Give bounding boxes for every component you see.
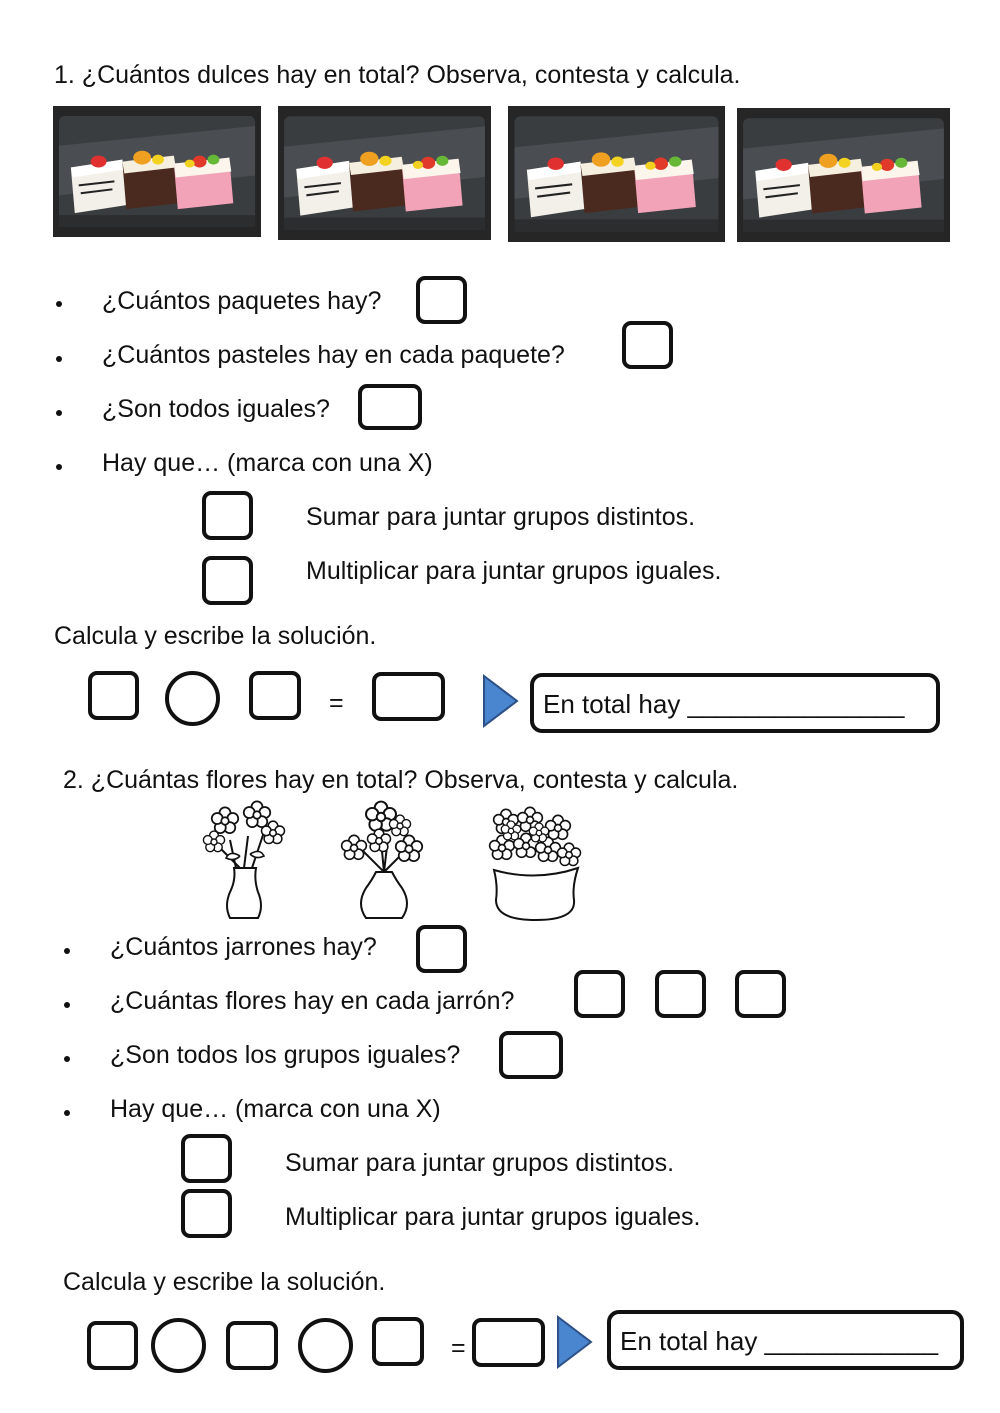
answer-sentence: En total hay _______________ — [543, 689, 905, 719]
operator-circle-1[interactable] — [165, 671, 220, 726]
arrow-right-icon — [482, 673, 520, 729]
checkbox-multiply[interactable] — [202, 556, 253, 605]
answer-box-packages[interactable] — [416, 276, 467, 324]
checkbox-sum-2[interactable] — [181, 1134, 232, 1183]
vase-with-flowers-2 — [336, 800, 432, 922]
option-multiply-2: Multiplicar para juntar grupos iguales. — [285, 1203, 701, 1231]
bullet-icon — [64, 1002, 70, 1008]
cake-package-photo-2 — [278, 106, 491, 240]
answer-box-cakes-per-package[interactable] — [622, 321, 673, 369]
operator-circle-2[interactable] — [151, 1318, 206, 1373]
bullet-icon — [56, 301, 62, 307]
question-vases: ¿Cuántos jarrones hay? — [110, 933, 377, 961]
checkbox-multiply-2[interactable] — [181, 1189, 232, 1238]
cake-package-photo-1 — [53, 106, 261, 237]
cake-package-photo-4 — [737, 108, 950, 242]
exercise-2-title: 2. ¿Cuántas flores hay en total? Observa, contesta y calcula. — [63, 766, 739, 794]
question-all-equal: ¿Son todos iguales? — [102, 395, 330, 423]
equation-result-box[interactable] — [372, 672, 445, 721]
answer-box-vase-2[interactable] — [655, 970, 706, 1018]
cake-package-photo-3 — [508, 106, 725, 242]
calc-label-1: Calcula y escribe la solución. — [54, 622, 377, 650]
equation-result-box-2[interactable] — [472, 1318, 545, 1367]
question-operation-2: Hay que… (marca con una X) — [110, 1095, 441, 1123]
vase-with-flowers-3 — [486, 804, 586, 924]
answer-sentence-box-2[interactable] — [607, 1310, 964, 1370]
option-multiply: Multiplicar para juntar grupos iguales. — [306, 557, 722, 585]
bullet-icon — [64, 948, 70, 954]
question-cakes-per-package: ¿Cuántos pasteles hay en cada paquete? — [102, 341, 565, 369]
equals-sign: = — [329, 689, 344, 717]
exercise-1-title: 1. ¿Cuántos dulces hay en total? Observa, contesta y calcula. — [54, 61, 741, 89]
bullet-icon — [56, 464, 62, 470]
answer-box-groups-equal[interactable] — [499, 1031, 563, 1079]
bullet-icon — [64, 1110, 70, 1116]
checkbox-sum[interactable] — [202, 491, 253, 540]
answer-box-vases[interactable] — [416, 925, 467, 973]
answer-sentence-2: En total hay ____________ — [620, 1326, 939, 1356]
equation-box-1[interactable] — [88, 671, 139, 720]
question-flowers-per-vase: ¿Cuántas flores hay en cada jarrón? — [110, 987, 515, 1015]
answer-sentence-box[interactable] — [530, 673, 940, 733]
question-groups-equal: ¿Son todos los grupos iguales? — [110, 1041, 461, 1069]
equals-sign-2: = — [451, 1334, 466, 1362]
question-packages: ¿Cuántos paquetes hay? — [102, 287, 382, 315]
equation-box-2[interactable] — [249, 671, 301, 720]
calc-label-2: Calcula y escribe la solución. — [63, 1268, 386, 1296]
bullet-icon — [56, 410, 62, 416]
option-sum: Sumar para juntar grupos distintos. — [306, 503, 696, 531]
answer-box-vase-3[interactable] — [735, 970, 786, 1018]
bullet-icon — [64, 1056, 70, 1062]
equation-box-5[interactable] — [372, 1317, 424, 1366]
bullet-icon — [56, 356, 62, 362]
equation-box-3[interactable] — [87, 1321, 138, 1370]
vase-with-flowers-1 — [200, 796, 290, 922]
operator-circle-3[interactable] — [298, 1318, 353, 1373]
option-sum-2: Sumar para juntar grupos distintos. — [285, 1149, 675, 1177]
question-operation: Hay que… (marca con una X) — [102, 449, 433, 477]
equation-box-4[interactable] — [226, 1321, 278, 1370]
arrow-right-icon — [556, 1314, 594, 1370]
answer-box-vase-1[interactable] — [574, 970, 625, 1018]
answer-box-all-equal[interactable] — [358, 384, 422, 430]
